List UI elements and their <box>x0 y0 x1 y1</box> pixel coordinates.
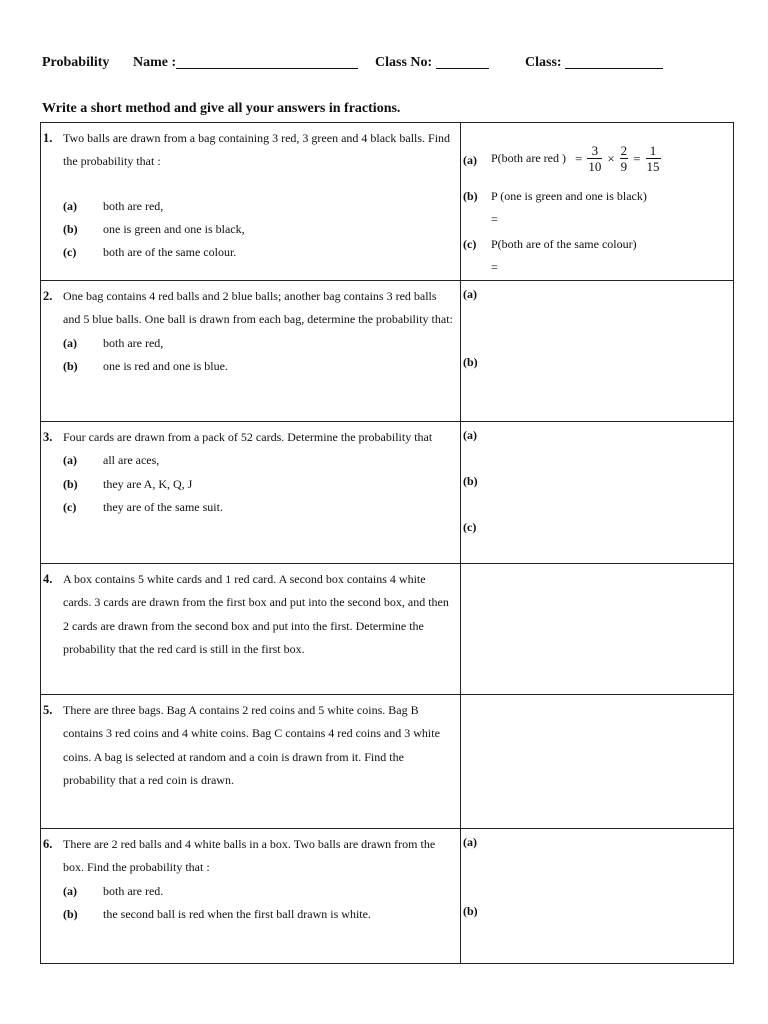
fraction-denominator: 9 <box>620 159 628 174</box>
answer-text: P(both are of the same colour) <box>491 237 637 251</box>
answer-label: (a) <box>463 428 477 442</box>
question-row <box>41 829 734 964</box>
fraction <box>646 143 661 174</box>
question-part <box>63 903 456 926</box>
fraction-numerator: 1 <box>646 143 661 159</box>
question-part <box>63 496 456 519</box>
question-number: 6. <box>43 837 53 851</box>
question-row <box>41 422 734 564</box>
part-label: (b) <box>63 358 78 373</box>
part-text: all are aces, <box>103 453 160 468</box>
answer-label: (c) <box>463 237 477 251</box>
question-cell <box>41 422 461 564</box>
class-no-label: Class No: <box>375 55 433 70</box>
question-text: A box contains 5 white cards and 1 red card. A second box contains 4 white cards. 3 cards are drawn from the first box and put into the second box, and then 2 cards are drawn from the second box and put into the first. Determine the probability that the red card is still in the first box. <box>63 572 449 656</box>
question-text: Two balls are drawn from a bag containing 3 red, 3 green and 4 black balls. Find the probability that : <box>63 131 451 169</box>
part-label: (a) <box>63 453 77 468</box>
class-no-blank[interactable] <box>436 55 489 69</box>
class-field[interactable] <box>525 55 565 71</box>
fraction-denominator: 10 <box>588 159 602 174</box>
question-cell <box>41 829 461 964</box>
part-text: one is red and one is blue. <box>103 358 228 373</box>
question-part <box>63 195 456 218</box>
answer-label: (a) <box>463 287 477 301</box>
question-part <box>63 241 456 264</box>
question-text: There are three bags. Bag A contains 2 red coins and 5 white coins. Bag B contains 3 red coins and 4 white coins. Bag C contains 4 red coins and 3 white coins. A bag is selected at random and a coin is drawn from it. Find the probability that a red coin is drawn. <box>63 703 440 787</box>
answer-label: (b) <box>463 189 478 203</box>
part-label: (c) <box>63 245 77 260</box>
answer-label: (b) <box>463 355 478 369</box>
fraction-numerator: 2 <box>620 143 628 158</box>
answer-label: (c) <box>463 520 477 534</box>
part-text: the second ball is red when the first ball drawn is white. <box>103 906 371 921</box>
answer-text: P (one is green and one is black) <box>491 189 647 203</box>
worksheet-header <box>42 55 742 75</box>
part-text: both are of the same colour. <box>103 245 237 260</box>
times-sign: × <box>607 150 615 166</box>
fraction <box>620 143 629 174</box>
part-label: (c) <box>63 499 77 514</box>
fraction-numerator: 3 <box>587 143 602 159</box>
question-part <box>63 332 456 355</box>
question-text: Four cards are drawn from a pack of 52 cards. Determine the probability that <box>63 430 433 444</box>
answer-label: (b) <box>463 904 478 918</box>
question-text: One bag contains 4 red balls and 2 blue balls; another bag contains 3 red balls and 5 blue balls. One ball is drawn from each bag, determine the probability that: <box>63 289 453 327</box>
question-number: 5. <box>43 703 53 717</box>
question-part <box>63 449 456 472</box>
equals-sign: = <box>633 150 641 166</box>
answer-cell[interactable] <box>461 829 734 964</box>
question-number: 2. <box>43 289 53 303</box>
fraction <box>587 143 602 174</box>
class-label: Class: <box>525 55 562 70</box>
answer-cell[interactable] <box>461 695 734 829</box>
question-cell <box>41 564 461 695</box>
question-number: 4. <box>43 572 53 586</box>
question-number: 1. <box>43 131 53 145</box>
answer-cell[interactable] <box>461 564 734 695</box>
question-part <box>63 473 456 496</box>
answer-cell[interactable] <box>461 281 734 422</box>
part-label: (b) <box>63 476 78 491</box>
answer-cell[interactable] <box>461 123 734 281</box>
answer-label: (a) <box>463 835 477 849</box>
equals-sign: = <box>574 150 583 166</box>
answer-text: P(both are red ) <box>491 151 566 165</box>
part-label: (b) <box>63 906 78 921</box>
part-label: (a) <box>63 335 77 350</box>
question-row <box>41 281 734 422</box>
class-blank[interactable] <box>565 55 663 69</box>
subject-title: Probability <box>42 55 110 70</box>
question-number: 3. <box>43 430 53 444</box>
part-text: they are of the same suit. <box>103 499 223 514</box>
fraction-denominator: 15 <box>646 159 660 174</box>
answer-label: (a) <box>463 153 477 167</box>
part-text: both are red, <box>103 198 164 213</box>
name-field[interactable] <box>133 55 176 71</box>
answer-cell[interactable] <box>461 422 734 564</box>
question-part <box>63 355 456 378</box>
equals-sign: = <box>491 212 498 226</box>
part-text: both are red. <box>103 883 164 898</box>
question-row <box>41 123 734 281</box>
answer-worked-example <box>491 143 661 174</box>
equals-sign: = <box>491 260 498 274</box>
question-cell <box>41 123 461 281</box>
name-blank[interactable] <box>176 55 358 69</box>
part-label: (a) <box>63 198 77 213</box>
question-cell <box>41 281 461 422</box>
question-part <box>63 880 456 903</box>
question-text: There are 2 red balls and 4 white balls in a box. Two balls are drawn from the box. Find the probability that : <box>63 837 436 875</box>
question-part <box>63 218 456 241</box>
name-label: Name : <box>133 55 177 70</box>
part-text: one is green and one is black, <box>103 221 245 236</box>
part-text: they are A, K, Q, J <box>103 476 193 491</box>
part-label: (b) <box>63 221 78 236</box>
class-no-field[interactable] <box>375 55 436 71</box>
question-row <box>41 564 734 695</box>
part-label: (a) <box>63 883 77 898</box>
part-text: both are red, <box>103 335 164 350</box>
answer-label: (b) <box>463 474 478 488</box>
question-row <box>41 695 734 829</box>
question-cell <box>41 695 461 829</box>
instruction-text: Write a short method and give all your answers in fractions. <box>42 101 401 116</box>
questions-table <box>40 122 734 964</box>
